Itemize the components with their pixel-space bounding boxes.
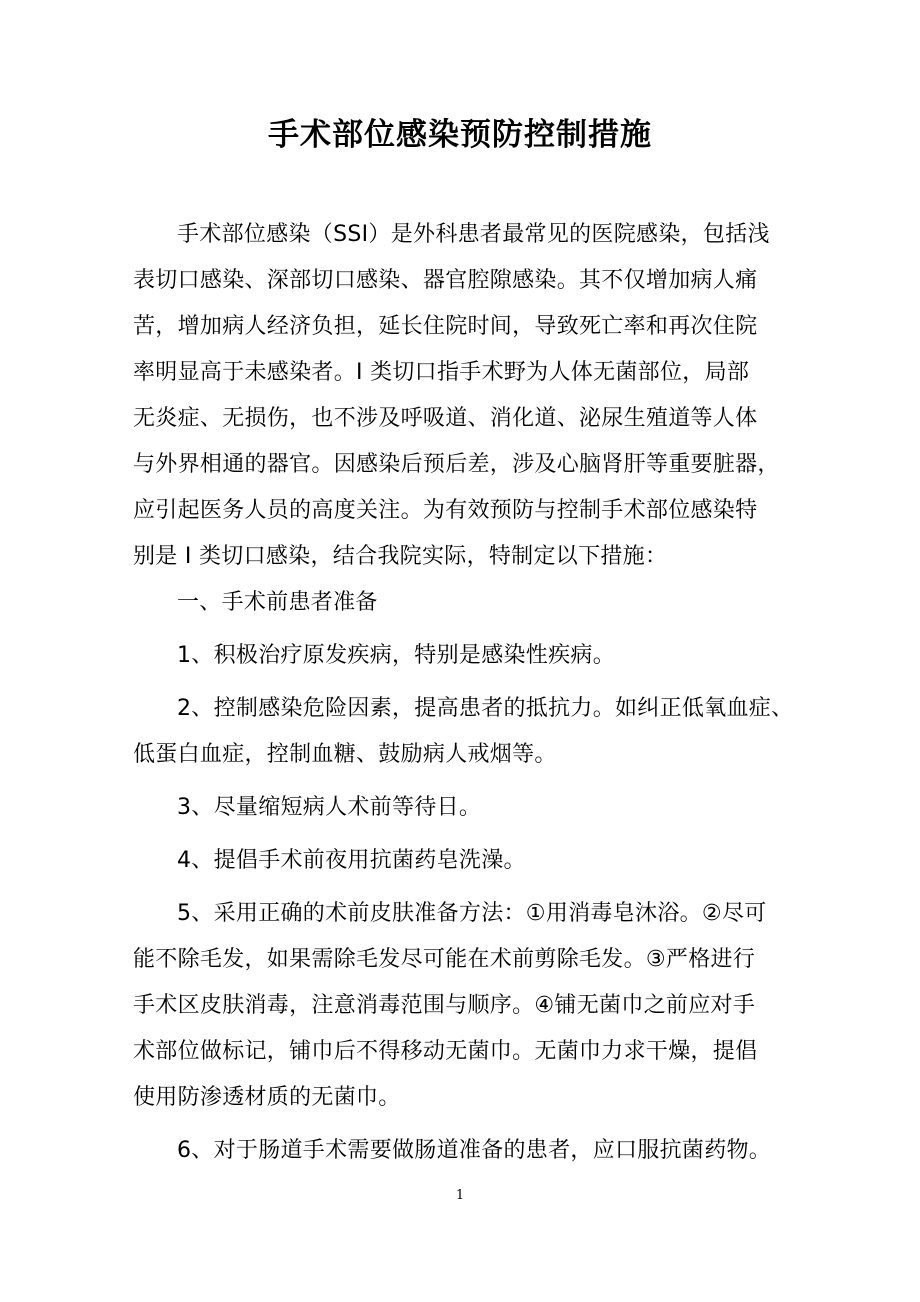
list-item-5-continuation: 使用防渗透材质的无菌巾。 [133, 1085, 401, 1110]
intro-line: 无炎症、无损伤，也不涉及呼吸道、消化道、泌尿生殖道等人体 [133, 406, 758, 431]
list-item-6: 6、对于肠道手术需要做肠道准备的患者，应口服抗菌药物。 [177, 1138, 772, 1163]
list-item-3: 3、尽量缩短病人术前等待日。 [177, 795, 482, 820]
list-item-5-continuation: 手术区皮肤消毒，注意消毒范围与顺序。④铺无菌巾之前应对手 [133, 993, 756, 1018]
list-item-2-continuation: 低蛋白血症，控制血糖、鼓励病人戒烟等。 [133, 742, 557, 767]
intro-line: 手术部位感染（SSI）是外科患者最常见的医院感染，包括浅 [177, 222, 770, 247]
intro-line: 应引起医务人员的高度关注。为有效预防与控制手术部位感染特 [133, 498, 758, 523]
list-item-5-continuation: 能不除毛发，如果需除毛发尽可能在术前剪除毛发。③严格进行 [133, 947, 756, 972]
section-heading: 一、手术前患者准备 [177, 590, 378, 615]
intro-line: 苦，增加病人经济负担，延长住院时间，导致死亡率和再次住院 [133, 314, 758, 339]
list-item-1: 1、积极治疗原发疾病，特别是感染性疾病。 [177, 643, 615, 668]
document-title: 手术部位感染预防控制措施 [268, 117, 652, 153]
list-item-5: 5、采用正确的术前皮肤准备方法：①用消毒皂沐浴。②尽可 [177, 901, 767, 926]
intro-line: 与外界相通的器官。因感染后预后差，涉及心脑肾肝等重要脏器， [133, 452, 780, 477]
document-body [133, 212, 833, 1174]
intro-line: 表切口感染、深部切口感染、器官腔隙感染。其不仅增加病人痛 [133, 268, 758, 293]
list-item-5-continuation: 术部位做标记，铺巾后不得移动无菌巾。无菌巾力求干燥，提倡 [133, 1039, 758, 1064]
list-item-2: 2、控制感染危险因素，提高患者的抵抗力。如纠正低氧血症、 [177, 696, 794, 721]
intro-line: 别是 I 类切口感染，结合我院实际，特制定以下措施： [133, 544, 668, 569]
intro-line: 率明显高于未感染者。I 类切口指手术野为人体无菌部位，局部 [133, 360, 750, 385]
page-number: 1 [455, 1188, 465, 1203]
list-item-4: 4、提倡手术前夜用抗菌药皂洗澡。 [177, 848, 526, 873]
